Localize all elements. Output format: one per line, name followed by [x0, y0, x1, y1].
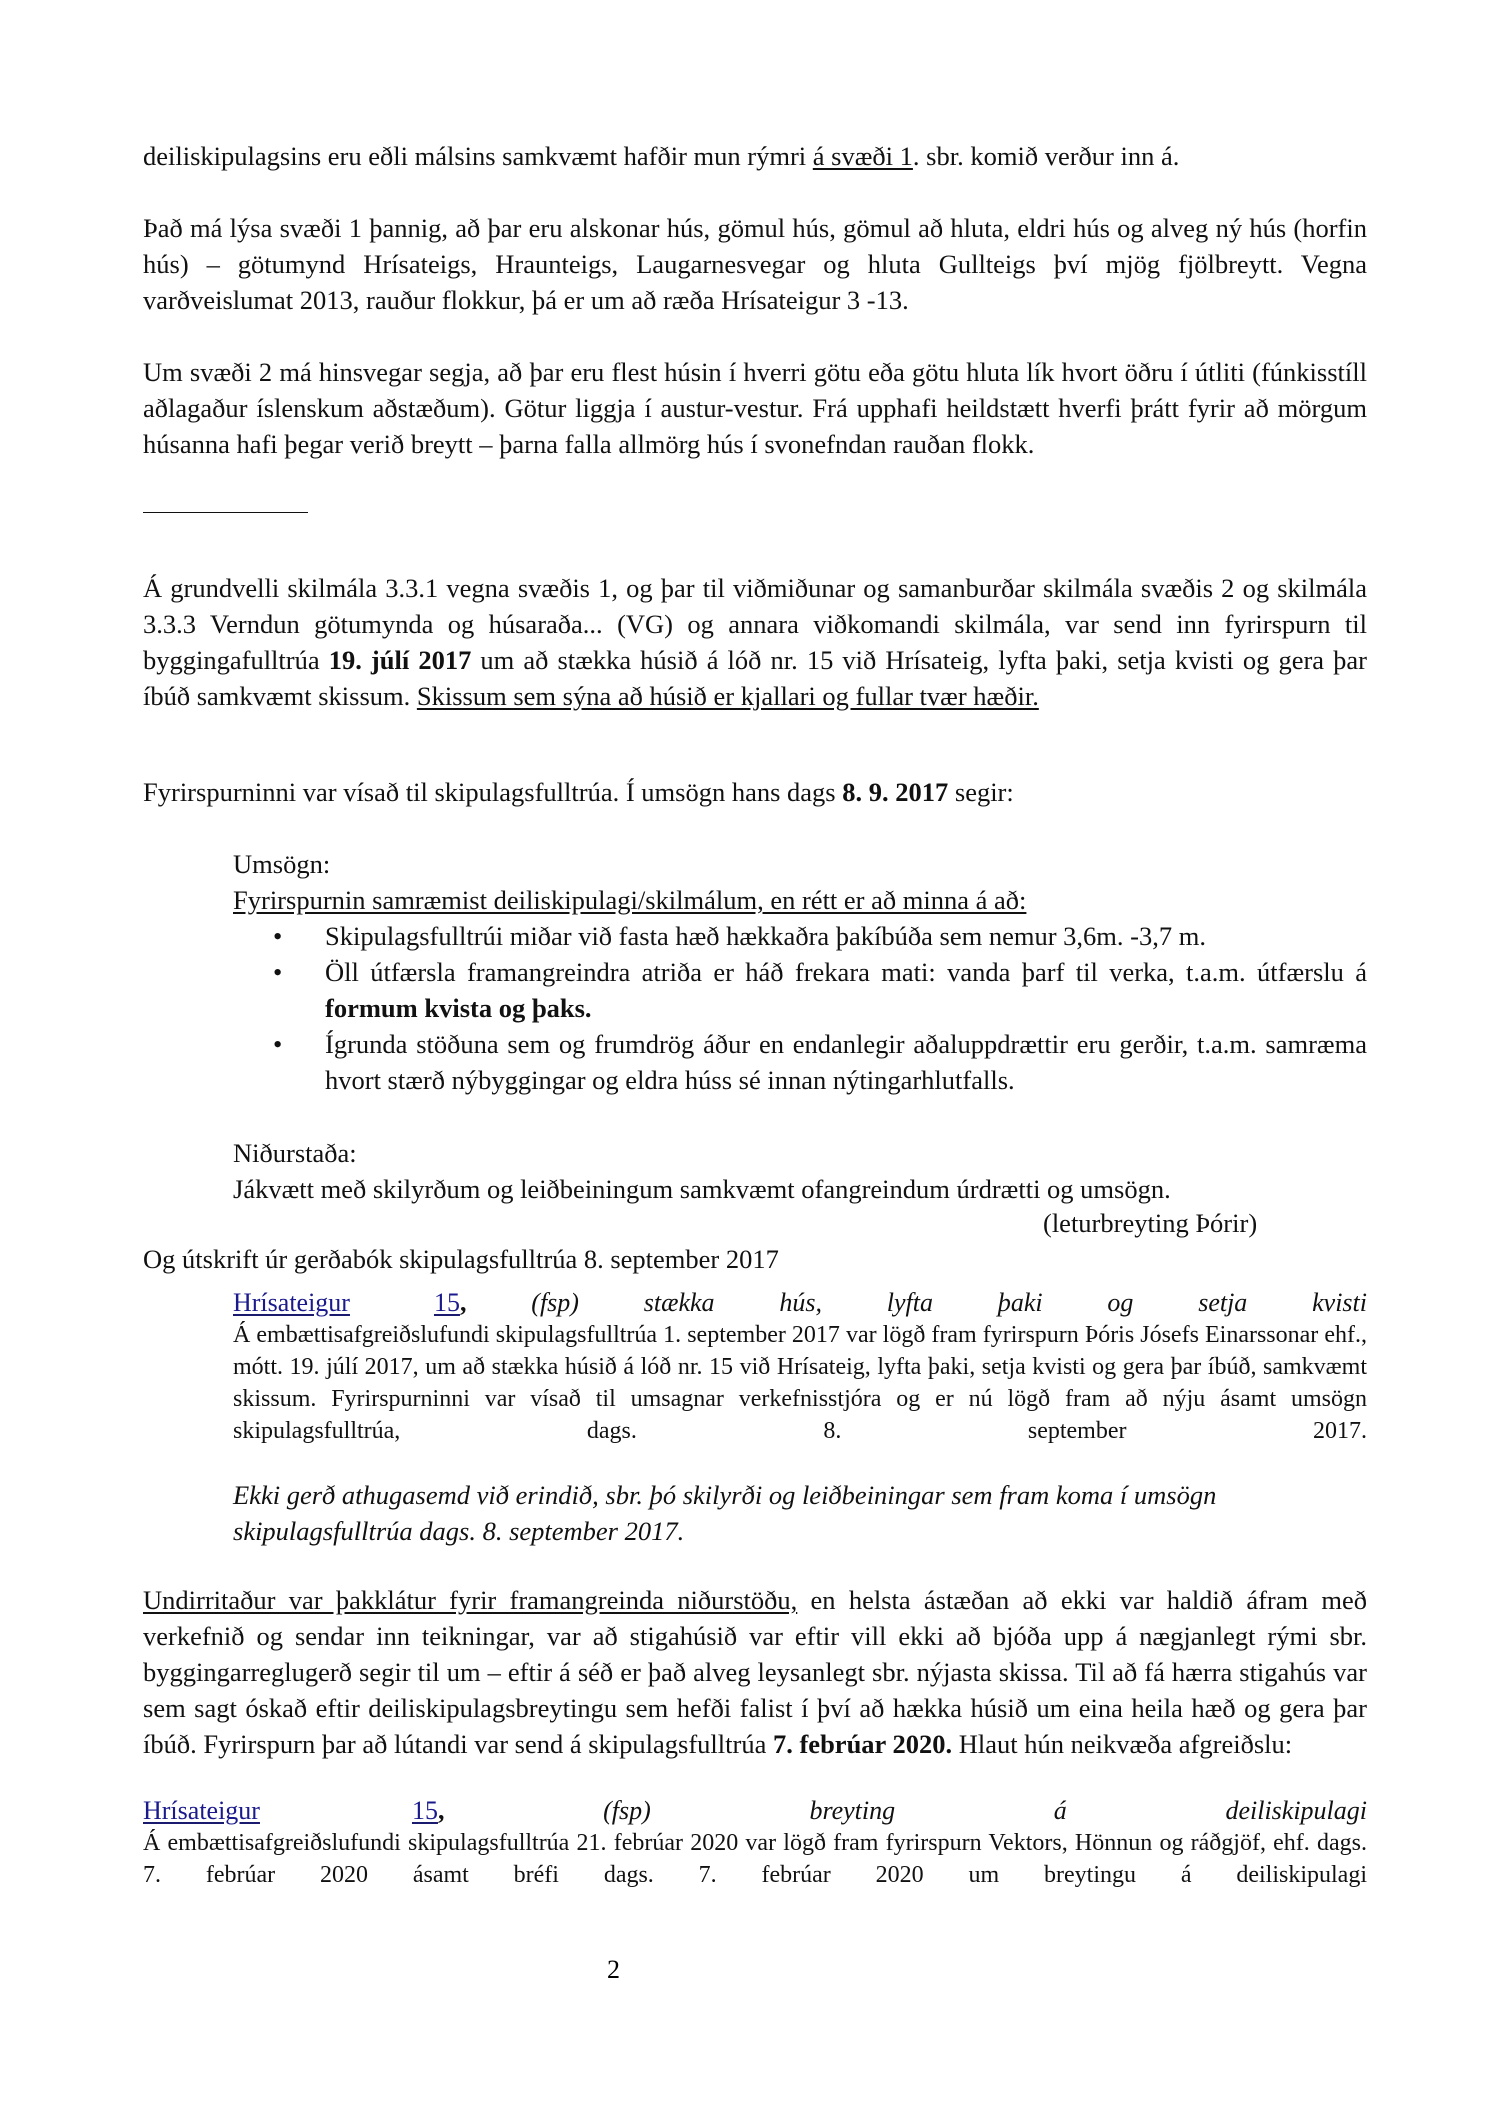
title-word: og [1107, 1288, 1134, 1317]
title-word: setja [1198, 1288, 1248, 1317]
umsogn-intro [233, 882, 1367, 918]
emphasis-note: (leturbreyting Þórir) [1043, 1208, 1258, 1238]
address-link[interactable]: Hrísateigur 15 [233, 1288, 460, 1317]
address-link[interactable]: Hrísateigur 15 [143, 1796, 438, 1825]
title-word: (fsp) [603, 1796, 651, 1825]
paragraph-zone-1: Það má lýsa svæði 1 þannig, að þar eru alskonar hús, gömul hús, gömul að hluta, eldri hús og alveg ný hús (horfin hús) – götumynd Hrísateigs, Hraunteigs, Laugarnesvegar og hluta Gullteigs því mjög fjölbreytt. Vegna varðveislumat 2013, rauður flokkur, þá er um að ræða Hrísateigur 3 -13. [143, 213, 1367, 315]
paragraph-zone-2: Um svæði 2 má hinsvegar segja, að þar eru flest húsin í hverri götu eða götu hluta lík hvort öðru í útliti (fúnkisstíll aðlagaður íslenskum aðstæðum). Götur liggja í austur-vestur. Frá upphafi heildstætt hverfi þrátt fyrir að mörgum húsanna hafi þegar verið breytt – þarna falla allmörg hús í svonefndan rauðan flokk. [143, 357, 1367, 459]
text: en helsta ástæðan að ekki var haldið áfram með verkefnið og sendar inn teikningar, var að stigahúsið var eftir vill ekki að bjóða upp á nægjanlegt rými sbr. byggingarreglugerð segir til um – eftir á séð er það alveg leysanlegt sbr. nýjasta skissa. Til að fá hærra stigahús var sem sagt óskað eftir deiliskipulagsbreytingu sem hefði falist í því að hækka húsið um eina heila hæð og gera þar íbúð. Fyrirspurn þar að lútandi var send á skipulagsfulltrúa [143, 1585, 1367, 1759]
bullet-icon: • [273, 921, 283, 951]
paragraph-follow-up [143, 1582, 1367, 1762]
entry-heading [233, 1287, 1367, 1319]
paragraph-referral [143, 774, 1367, 810]
title-word: á [1053, 1796, 1067, 1825]
paragraph-inquiry-2017 [143, 570, 1367, 714]
text: Á grundvelli skilmála 3.3.1 vegna svæðis 1, og þar til viðmiðunar og samanburðar skilmála svæðis 2 og skilmála 3.3.3 Verndun götumynda og húsaraða... (VG) og annara viðkomandi skilmála, var send inn fyrirspurn til byggingafulltrúa [143, 573, 1367, 675]
text: um að stækka húsið á lóð nr. 15 við Hrísateig, lyfta þaki, setja kvisti og gera þar íbúð samkvæmt skissum. [143, 645, 1368, 711]
text: deiliskipulagsins eru eðli málsins samkvæmt hafðir mun rýmri [143, 141, 813, 171]
text: Öll útfærsla framangreindra atriða er háð frekara mati: vanda þarf til verka, t.a.m. útfærslu á [325, 957, 1367, 987]
page-number: 2 [607, 1955, 620, 1984]
entry-decision: Ekki gerð athugasemd við erindið, sbr. þó skilyrði og leiðbeiningar sem fram koma í umsögn skipulagsfulltrúa dags. 8. september 2017. [233, 1480, 1217, 1546]
title-word: kvisti [1312, 1288, 1367, 1317]
title-word: deiliskipulagi [1225, 1796, 1367, 1825]
title-word: breyting [809, 1796, 896, 1825]
entry-heading [143, 1795, 1367, 1827]
bullet-item [233, 918, 1367, 954]
text: Ígrunda stöðuna sem og frumdrög áður en endanlegir aðaluppdrættir eru gerðir, t.a.m. samræma hvort stærð nýbyggingar og eldra húss sé innan nýtingarhlutfalls. [325, 1029, 1367, 1095]
bold-date: 19. júlí 2017 [328, 645, 472, 675]
entry-body: Á embættisafgreiðslufundi skipulagsfulltrúa 1. september 2017 var lögð fram fyrirspurn Þóris Jósefs Einarssonar ehf., mótt. 19. júlí 2017, um að stækka húsið á lóð nr. 15 við Hrísateig, lyfta þaki, setja kvisti og gera þar íbúð, samkvæmt skissum. Fyrirspurninni var vísað til umsagnar verkefnisstjóra og er nú lögð fram að nýju ásamt umsögn skipulagsfulltrúa, dags. 8. september 2017. [233, 1322, 1367, 1444]
title-word: lyfta [886, 1288, 933, 1317]
comma: , [437, 1796, 445, 1825]
bullet-item [233, 1026, 1367, 1098]
title-word: (fsp) [531, 1288, 579, 1317]
text: Skipulagsfulltrúi miðar við fasta hæð hækkaðra þakíbúða sem nemur 3,6m. -3,7 m. [325, 921, 1206, 951]
bullet-icon: • [273, 957, 283, 987]
paragraph-intro-continuation [143, 138, 1367, 174]
text: Fyrirspurninni var vísað til skipulagsfulltrúa. Í umsögn hans dags [143, 777, 843, 807]
paragraph-minutes-intro: Og útskrift úr gerðabók skipulagsfulltrúa 8. september 2017 [143, 1244, 779, 1274]
nidurstada-text: Jákvætt með skilyrðum og leiðbeiningum samkvæmt ofangreindum úrdrætti og umsögn. [233, 1174, 1171, 1204]
separator-line [143, 512, 308, 513]
underlined-text: Fyrirspurnin samræmist deiliskipulagi/skilmálum, en rétt er að minna á að: [233, 885, 1027, 915]
umsogn-label: Umsögn: [233, 849, 331, 879]
title-word: hús, [779, 1288, 822, 1317]
entry-link-wrap[interactable] [233, 1287, 466, 1319]
underlined-text: Undirritaður var þakklátur fyrir framangreinda niðurstöðu, [143, 1585, 798, 1615]
bullet-icon: • [273, 1029, 283, 1059]
bullet-item [233, 954, 1367, 1026]
text: . sbr. komið verður inn á. [912, 141, 1180, 171]
title-word: þaki [997, 1288, 1043, 1317]
minutes-entry-2020 [143, 1795, 1367, 1891]
bold-date: 8. 9. 2017 [842, 777, 949, 807]
nidurstada-label: Niðurstaða: [233, 1138, 357, 1168]
underlined-text: á svæði 1 [812, 141, 913, 171]
minutes-entry-2017 [233, 1287, 1367, 1447]
title-word: stækka [643, 1288, 715, 1317]
text: segir: [948, 777, 1014, 807]
umsogn-bullet-list [233, 918, 1367, 1098]
underlined-text: Skissum sem sýna að húsið er kjallari og fullar tvær hæðir. [416, 681, 1039, 711]
entry-link-wrap[interactable] [143, 1795, 444, 1827]
comma: , [459, 1288, 467, 1317]
entry-body: Á embættisafgreiðslufundi skipulagsfulltrúa 21. febrúar 2020 var lögð fram fyrirspurn Vektors, Hönnun og ráðgjöf, ehf. dags. 7. febrúar 2020 ásamt bréfi dags. 7. febrúar 2020 um breytingu á deiliskipulagi [143, 1830, 1367, 1888]
text: Hlaut hún neikvæða afgreiðslu: [952, 1729, 1293, 1759]
bold-date: 7. febrúar 2020. [772, 1729, 953, 1759]
bold-text: formum kvista og þaks. [325, 993, 592, 1023]
